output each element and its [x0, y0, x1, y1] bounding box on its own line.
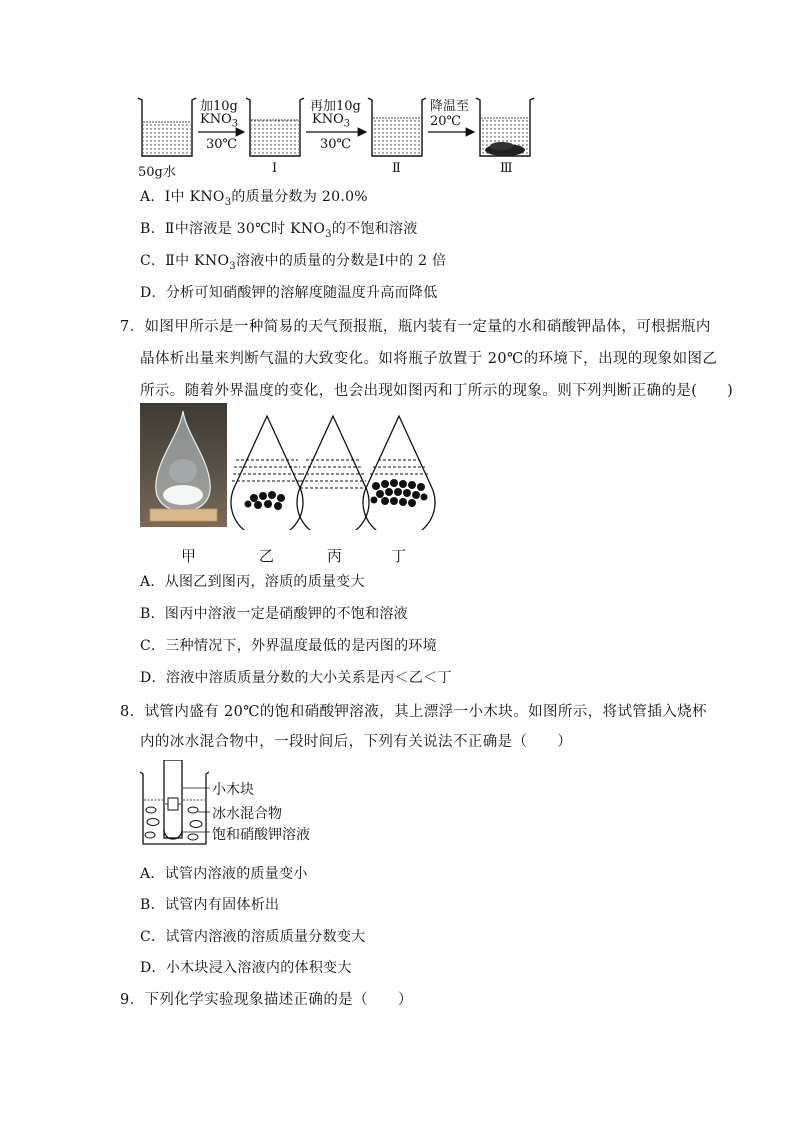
q8-option-a: A．试管内溶液的质量变小	[140, 866, 308, 882]
label-saturated-solution: 饱和硝酸钾溶液	[212, 827, 310, 843]
beaker-1-label: Ⅰ	[272, 161, 278, 176]
q8-beaker-diagram	[138, 760, 218, 850]
weather-bottle-photo	[140, 403, 227, 527]
beaker-2-label: Ⅱ	[392, 161, 401, 176]
step2-temp-label: 30℃	[320, 137, 352, 152]
q8-option-c: C．试管内溶液的溶质质量分数变大	[140, 929, 366, 945]
label-ice-water: 冰水混合物	[212, 806, 282, 822]
caption-yi: 乙	[259, 547, 275, 565]
q7-drop-diagrams	[228, 410, 440, 530]
q8-option-b: B．试管内有固体析出	[140, 897, 280, 913]
q6-option-c: C．Ⅱ中 $KNO_3$溶液中的质量的分数是Ⅰ中的 2 倍	[140, 253, 447, 272]
caption-jia: 甲	[181, 547, 197, 565]
caption-bing: 丙	[327, 547, 343, 565]
q6-option-b: B．Ⅱ中溶液是 30℃时 $KNO_3$的不饱和溶液	[140, 221, 418, 240]
q8-option-d: D．小木块浸入溶液内的体积变大	[140, 960, 352, 976]
q7-text-line2: 晶体析出量来判断气温的大致变化。如将瓶子放置于 20℃的环境下，出现的现象如图乙	[140, 351, 718, 367]
drop-yi	[231, 416, 303, 530]
step2-chem-label: $KNO_3$	[312, 112, 351, 130]
q6-figure	[130, 92, 550, 182]
bottle-illustration	[140, 403, 227, 527]
drop-ding	[363, 416, 435, 530]
beaker-0-label: 50g水	[138, 165, 176, 180]
caption-ding: 丁	[391, 547, 407, 565]
step1-add-label: 加10g	[200, 99, 238, 114]
beaker-1	[246, 98, 304, 156]
q6-option-d: D．分析可知硝酸钾的溶解度随温度升高而降低	[140, 285, 438, 301]
beaker-3-label: Ⅲ	[500, 161, 513, 176]
step1-chem-label: $KNO_3$	[200, 112, 239, 130]
drop-bing	[297, 416, 369, 530]
step2-add-label: 再加10g	[310, 99, 361, 114]
q7-text-line3: 所示。随着外界温度的变化，也会出现如图丙和丁所示的现象。则下列判断正确的是( )	[140, 383, 734, 399]
q6-option-a: A．Ⅰ中 $KNO_3$的质量分数为 20.0%	[140, 189, 368, 208]
step3-temp-label: 20℃	[430, 114, 462, 129]
beaker-0	[138, 98, 196, 156]
q8-text-line1: 8．试管内盛有 20℃的饱和硝酸钾溶液，其上漂浮一小木块。如图所示，将试管插入烧杯	[120, 704, 707, 720]
q7-option-d: D．溶液中溶质质量分数的大小关系是丙＜乙＜丁	[140, 670, 452, 686]
q7-text-line1: 7．如图甲所示是一种简易的天气预报瓶，瓶内装有一定量的水和硝酸钾晶体，可根据瓶内	[120, 319, 711, 335]
q7-option-c: C．三种情况下，外界温度最低的是丙图的环境	[140, 638, 438, 654]
label-wood-block: 小木块	[212, 782, 254, 798]
step3-cool-label: 降温至	[430, 99, 470, 114]
q7-option-b: B．图丙中溶液一定是硝酸钾的不饱和溶液	[140, 606, 408, 622]
q9-text-line1: 9．下列化学实验现象描述正确的是（ ）	[120, 992, 413, 1008]
beaker-2	[368, 98, 426, 156]
q7-option-a: A．从图乙到图丙，溶质的质量变大	[140, 574, 365, 590]
step1-temp-label: 30℃	[206, 137, 238, 152]
beaker-3	[476, 98, 534, 156]
q8-text-line2: 内的冰水混合物中，一段时间后，下列有关说法不正确是（ ）	[140, 734, 573, 750]
